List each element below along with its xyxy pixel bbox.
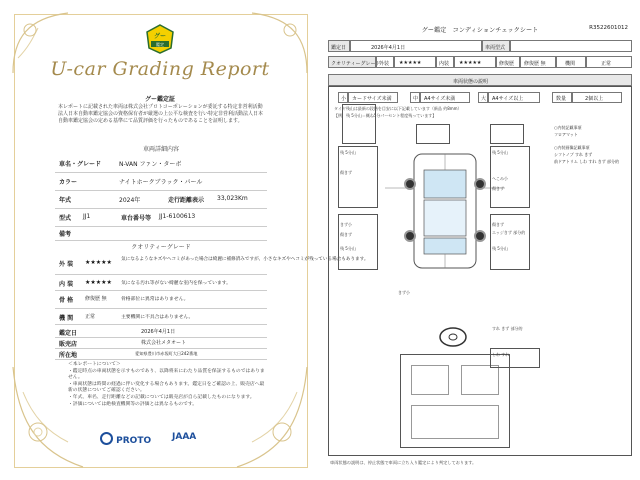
sheet-int-label: 内装 [439,61,450,67]
damage-label: きず小 [398,290,410,295]
note-item: ・車両状態は時間の経過に伴い変化する場合もあります。鑑定日をご確認の上、販売店へ最新の状態についてご確認ください。 [68,381,265,394]
tire-example: 【例 残 5分山＝概ね5分パーセント程度残っています】 [334,113,437,118]
note-line: ○内装画像記載事項 [554,145,590,150]
report-notes [68,362,268,408]
damage-label: 傷きず [492,222,504,227]
size-mid-desc: A4サイズ未満 [424,96,456,102]
count-value-cell [572,92,622,103]
sponsor-logos [100,432,220,448]
note-item: ・年式、車名、走行距離などの記載については販売店が自ら記載したものになります。 [68,394,255,400]
interior-note-box [490,348,540,368]
location-label: 所在地 [59,352,78,359]
size-mid-cell [410,92,420,103]
note-line: シフトノブ すれ きず [554,152,593,157]
frame-row [55,290,267,309]
jaaa-logo: JAAA [172,432,197,442]
note-item: ・鑑定時点の車両状態を示すものであり、以降将来にわたり品質を保証するものではありません。 [68,368,265,381]
sheet-ext-label: 外装 [379,61,390,67]
size-mid-label: 中 [413,96,419,102]
interior-seat-diagram [400,354,510,448]
seat-front-right [461,365,499,395]
tire-rear-left [404,230,416,242]
location-value: 愛知県豊川市赤坂町大日242番地 [135,351,198,356]
quality-grade-heading: クオリティーグレード [131,244,191,251]
size-big-desc: A4サイズ以上 [492,96,524,102]
size-small-cell [338,92,348,103]
size-big-cell [478,92,488,103]
mechanical-status: 正常 [85,314,96,320]
repair-label-cell [496,56,520,68]
interior-label: 内 装 [59,281,74,288]
mech-label-cell [556,56,586,68]
vehicle-color-value: ナイトホークブラック・パール [119,179,203,186]
date-label-cell [328,40,350,52]
sheet-repair-label: 修復歴 [499,61,515,67]
damage-label: 残 5分山 [492,150,508,155]
seat-rear [411,405,499,439]
exterior-label: 外 装 [59,261,74,268]
sheet-repair-value: 修復歴 無 [524,61,546,67]
seller-label: 販売店 [59,341,78,348]
sheet-title: グー鑑定 コンディションチェックシート [421,27,539,34]
sheet-reference: R3522601012 [589,25,628,31]
damage-label: へこみ小 [492,176,508,181]
tire-front-right [474,178,486,190]
damage-label: 傷きず [340,232,352,237]
tire-front-left [404,178,416,190]
seat-front-left [411,365,449,395]
mech-value-cell [586,56,632,68]
condition-check-sheet [320,0,640,480]
mechanical-label: 機 関 [59,315,74,322]
vehicle-color-row [55,172,267,191]
goo-kantei-badge [145,24,175,54]
quality-label-cell [328,56,381,68]
mechanical-row [55,308,267,325]
size-small-desc: カードサイズ未満 [352,96,392,102]
size-big-label: 大 [481,96,487,102]
date-label: 鑑定日 [59,330,78,337]
interior-stars: ★★★★★ [85,279,112,286]
model-label-cell [482,40,510,52]
vehicle-year-value: 2024年 [119,197,141,204]
damage-label: 傷きず [340,170,352,175]
sheet-int-stars: ★★★★★ [459,60,482,66]
tire-rear-right [474,230,486,242]
vehicle-model-value: JJ1 [83,213,91,220]
svg-text:鑑定: 鑑定 [156,42,164,47]
count-label-cell [552,92,572,103]
damage-label: すれ きず 部分的 [492,326,523,331]
vehicle-name-value: N-VAN ファン・ターボ [119,161,182,168]
intro-text: 本レポートに記載された車両は株式会社プロトコーポレーションが委託する特定非営利活動法人日本自動車鑑定協会の資格保有者が厳選の上公平な検査を行い特定非営利活動法人日本自動車鑑定協会の定める基準にて品質評価を行ったものであることを証明します。 [58,104,264,125]
size-big-desc-cell [488,92,540,103]
damage-label: 傷きず [492,186,504,191]
certificate-title: グー鑑定証 [144,96,175,103]
proto-logo [100,432,151,446]
ext-stars-cell [394,56,436,68]
sheet-model-label: 車両型式 [485,45,506,51]
int-label-cell [436,56,454,68]
diagram-box [490,124,524,144]
description-title: 車両状態の説明 [453,79,489,85]
report-title: U-car Grading Report [50,58,270,80]
repair-value-cell [520,56,556,68]
frame-status: 修復歴 無 [85,296,107,302]
location-row [55,348,267,360]
mechanical-note: 主要機関に不具合はありません。 [121,315,194,320]
exterior-stars: ★★★★★ [85,259,112,266]
damage-label: 残 5分山 [340,150,356,155]
size-small-label: 小 [341,96,347,102]
svg-text:グー: グー [153,33,167,40]
vehicle-year-label: 年式 [59,197,72,204]
damage-label: エッジきず 部分的 [492,230,526,235]
diagram-box [342,104,376,144]
proto-logo-icon [100,432,113,445]
damage-label: 残 5分山 [492,246,508,251]
note-line: 前ドアトリム しわ すれ きず 部分的 [554,159,619,164]
steering-wheel-icon [438,326,468,348]
int-stars-cell [454,56,496,68]
chassis-label: 車台番号等 [121,215,152,222]
sheet-date-value: 2026年4月1日 [371,45,406,51]
seller-value: 株式会社メタオート [141,340,187,346]
proto-logo-text: PROTO [116,436,152,446]
diagram-box [416,124,450,144]
vehicle-name-row [55,154,267,173]
vehicle-model-label: 型式 [59,215,72,222]
vehicle-name-label: 車名・グレード [59,161,102,168]
damage-label: しわ すれ [492,352,510,357]
odometer-value: 33,023Km [217,195,248,202]
sheet-date-label: 鑑定日 [331,45,347,51]
size-mid-desc-cell [420,92,470,103]
count-value: 2個以上 [585,96,604,102]
chassis-value: JJ1-6100613 [159,213,196,220]
sheet-footer: 車両状態の説明は、停止状態で車両に立ち入り鑑定により判定しております。 [330,460,477,465]
sheet-mech-value: 正常 [601,61,612,67]
remarks-row [55,226,267,241]
ext-label-cell [376,56,394,68]
interior-row [55,274,267,291]
vehicle-color-label: カラー [59,179,78,186]
sheet-ext-stars: ★★★★★ [399,60,422,66]
vehicle-details-heading: 車両詳細内容 [142,146,179,153]
interior-note: 気になる汚れ等がない綺麗な室内を保っています。 [121,281,231,286]
model-value-cell [510,40,632,52]
interior-notes [554,124,628,165]
note-line: フロアマット [554,132,578,137]
size-small-desc-cell [348,92,398,103]
exterior-row [55,252,369,275]
note-line: ○内装記載事項 [554,125,582,130]
remarks-label: 備考 [59,231,72,238]
odometer-label: 走行距離表示 [168,197,205,204]
vehicle-year-row [55,190,267,209]
date-value: 2026年4月1日 [141,329,176,335]
count-label: 数量 [556,96,567,102]
description-heading [328,74,632,86]
exterior-note: 気になるようなキズやヘコミがあった場合は綺麗に補修済みですが、小さなキズやヘコミが残っている場合もあります。 [121,257,369,262]
sheet-mech-label: 機関 [565,61,576,67]
tire-note: タイヤ残山は最新の段階を目安に以下記載しています（新品 約8mm） [334,106,462,111]
vehicle-model-row [55,208,267,227]
date-value-cell [350,40,482,52]
frame-note: 骨格部位に異常はありません。 [121,297,189,302]
note-item: ・評価については絶検査機関等の評価とは異なるものです。 [68,401,198,407]
damage-label: 残 5分山 [340,246,356,251]
damage-label: きず小 [340,222,352,227]
frame-label: 骨 格 [59,297,74,304]
sheet-quality-label: クオリティーグレード [331,61,381,67]
notes-title: ＜本レポートについて＞ [68,362,121,367]
